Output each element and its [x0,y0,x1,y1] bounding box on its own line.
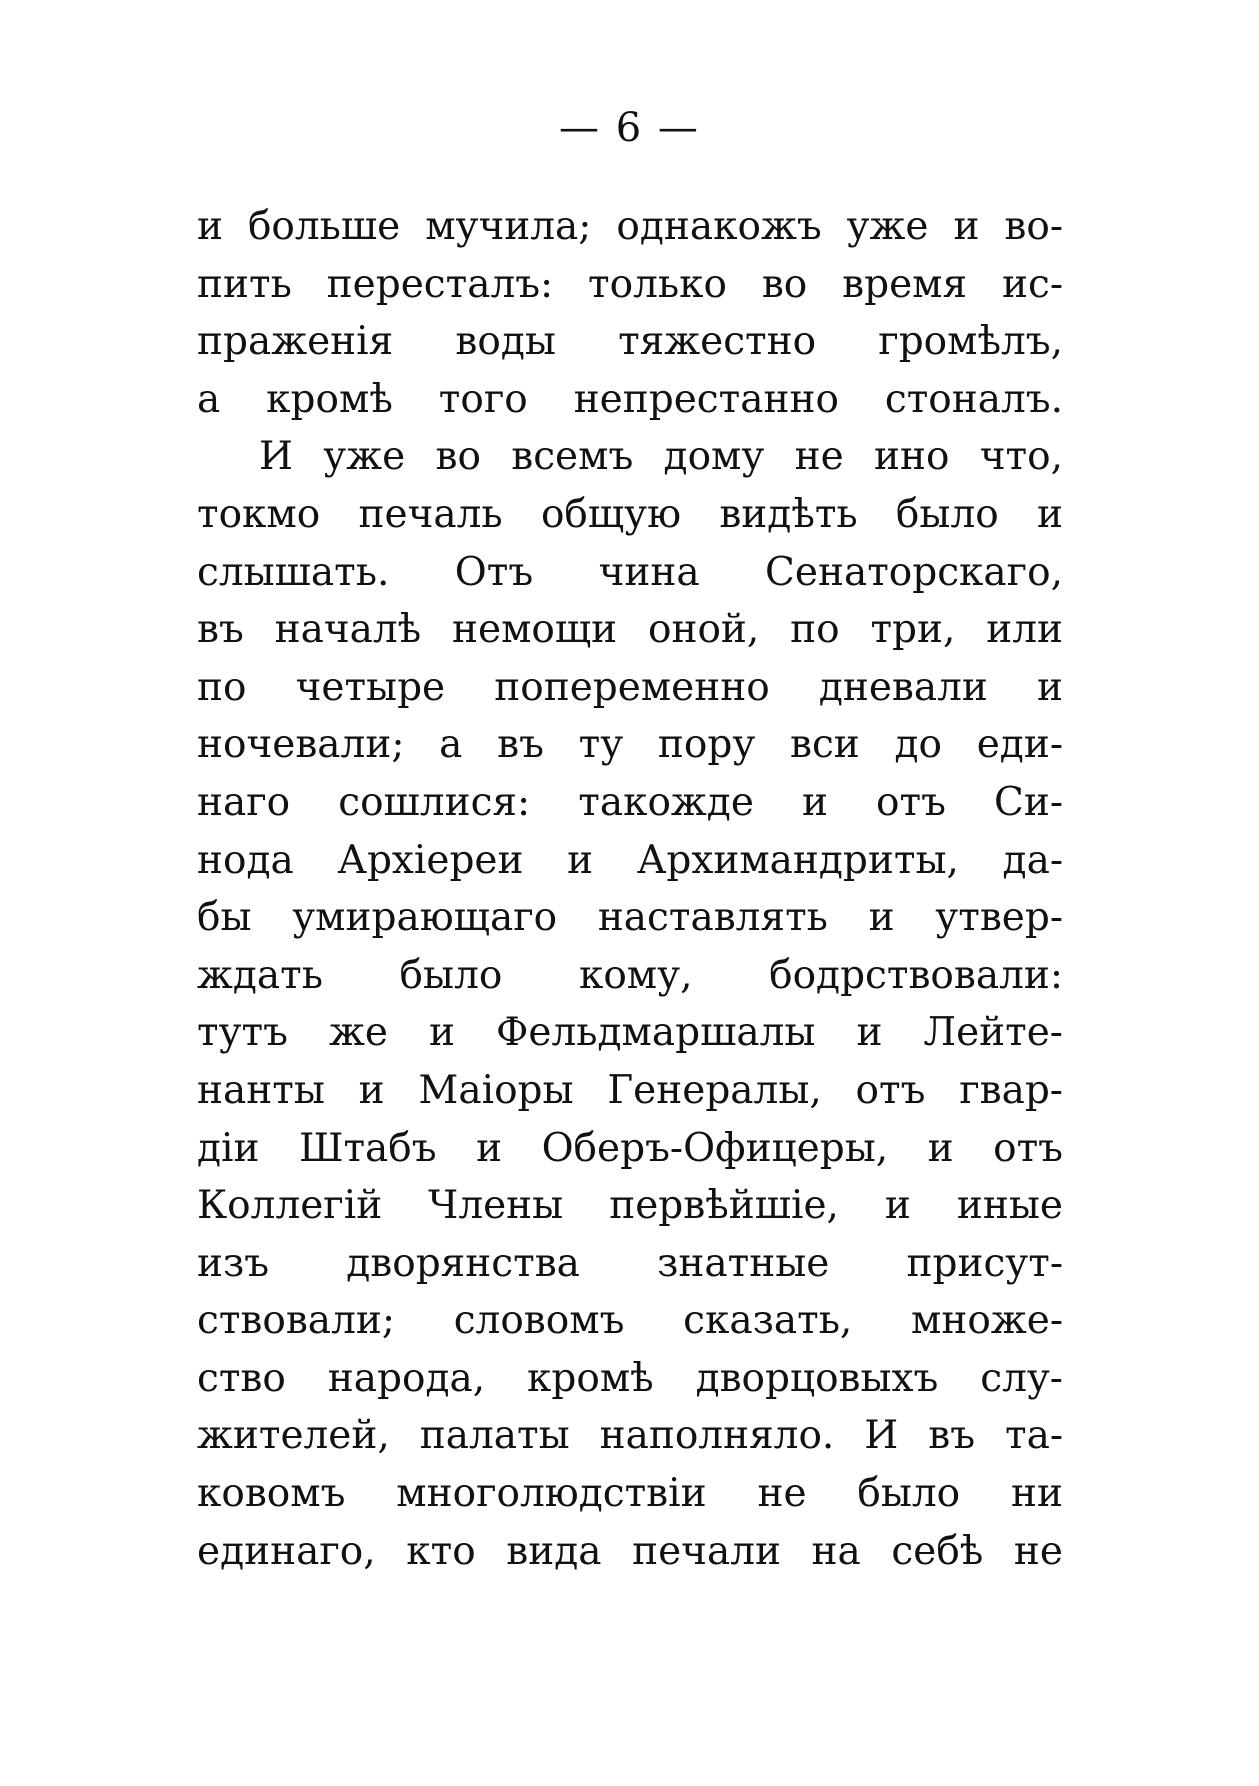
text-line-22: жителей, палаты наполняло. И въ та- [197,1413,1063,1459]
text-line-7: слышать. Отъ чина Сенаторскаго, [197,549,1063,595]
page-number: — 6 — [559,105,700,151]
text-line-17: діи Штабъ и Оберъ-Офицеры, и отъ [197,1125,1063,1171]
text-line-11: наго сошлися: такожде и отъ Си- [197,779,1063,825]
text-line-4: а кромѣ того непрестанно стоналъ. [197,376,1063,422]
text-line-24: единаго, кто вида печали на себѣ не [197,1528,1063,1574]
text-line-9: по четыре попеременно дневали и [197,664,1063,710]
text-line-15: тутъ же и Фельдмаршалы и Лейте- [197,1010,1063,1056]
text-line-8: въ началѣ немощи оной, по три, или [197,607,1063,653]
text-line-16: нанты и Маіоры Генералы, отъ гвар- [197,1067,1063,1113]
text-line-18: Коллегій Члены первѣйшіе, и иные [197,1183,1063,1229]
text-line-23: ковомъ многолюдствіи не было ни [197,1471,1063,1517]
text-line-10: ночевали; а въ ту пору вси до еди- [197,722,1063,768]
text-line-12: нода Архіереи и Архимандриты, да- [197,837,1063,883]
text-line-2: пить пересталъ: только во время ис- [197,261,1063,307]
text-line-19: изъ дворянства знатные присут- [197,1240,1063,1286]
text-line-6: токмо печаль общую видѣть было и [197,491,1063,537]
text-line-21: ство народа, кромѣ дворцовыхъ слу- [197,1355,1063,1401]
text-line-1: и больше мучила; однакожъ уже и во- [197,204,1063,249]
text-line-20: ствовали; словомъ сказать, множе- [197,1298,1063,1344]
text-line-13: бы умирающаго наставлять и утвер- [197,895,1063,941]
text-line-3: праженія воды тяжестно громѣлъ, [197,319,1063,365]
body-text [197,198,1063,1580]
text-line-5: И уже во всемъ дому не ино что, [259,434,1063,480]
text-line-14: ждать было кому, бодрствовали: [197,952,1063,998]
